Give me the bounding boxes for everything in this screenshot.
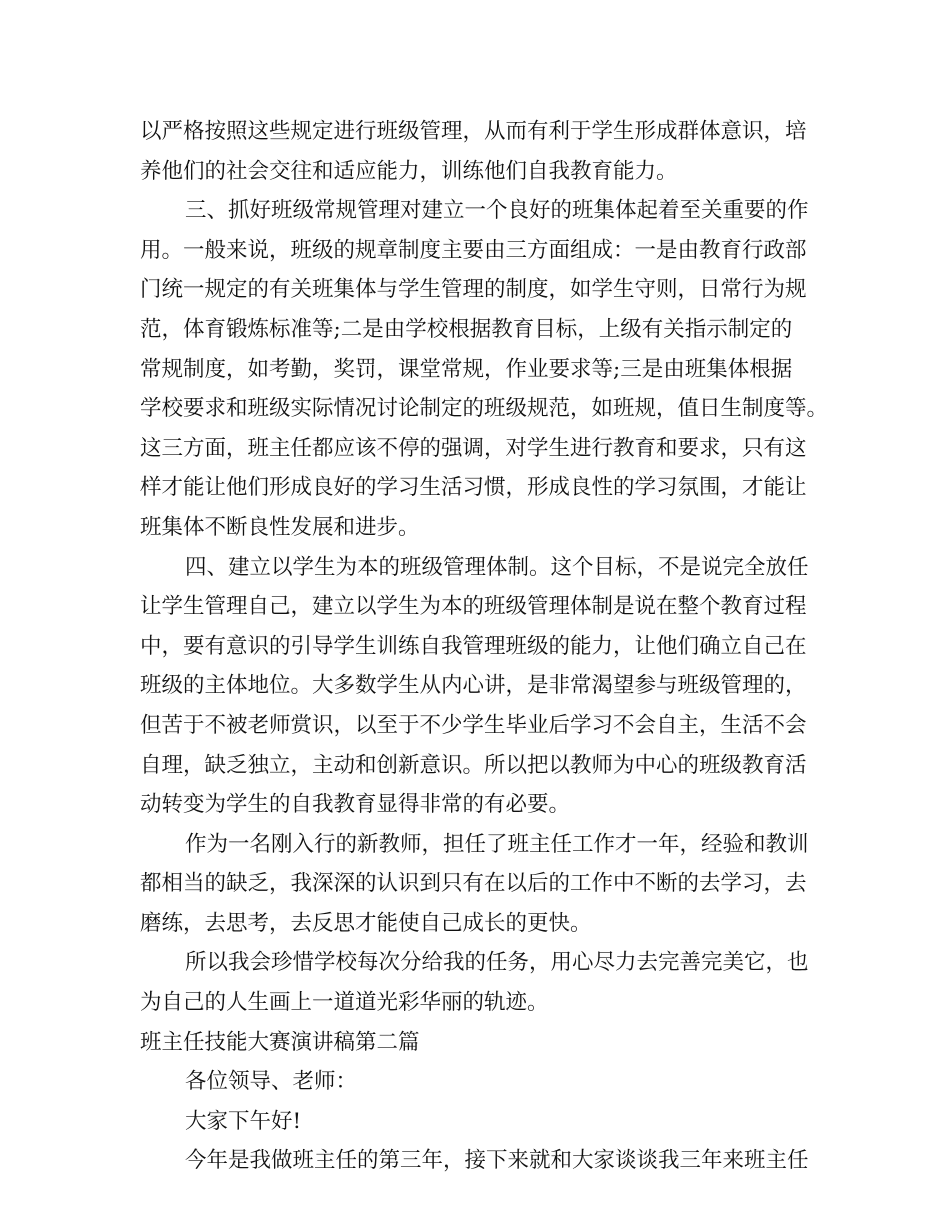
text-line: 让学生管理自己，建立以学生为本的班级管理体制是说在整个教育过程 xyxy=(140,594,807,620)
document-body xyxy=(140,112,829,1181)
section-heading: 班主任技能大赛演讲稿第二篇 xyxy=(140,1029,420,1055)
text-line: 四、建立以学生为本的班级管理体制。这个目标，不是说完全放任 xyxy=(185,554,809,580)
text-line: 作为一名刚入行的新教师，担任了班主任工作才一年，经验和教训 xyxy=(185,831,809,857)
text-line: 为自己的人生画上一道道光彩华丽的轨迹。 xyxy=(140,990,549,1016)
text-line: 班集体不断良性发展和进步。 xyxy=(140,514,420,540)
text-line: 中，要有意识的引导学生训练自我管理班级的能力，让他们确立自己在 xyxy=(140,633,807,659)
text-line: 班级的主体地位。大多数学生从内心讲，是非常渴望参与班级管理的， xyxy=(140,673,807,699)
text-line: 范，体育锻炼标准等;二是由学校根据教育目标，上级有关指示制定的 xyxy=(140,316,793,342)
text-line: 学校要求和班级实际情况讨论制定的班级规范，如班规，值日生制度等。 xyxy=(140,396,829,422)
text-line: 自理，缺乏独立，主动和创新意识。所以把以教师为中心的班级教育活 xyxy=(140,752,807,778)
greeting: 大家下午好! xyxy=(185,1108,302,1134)
text-line: 磨练，去思考，去反思才能使自己成长的更快。 xyxy=(140,910,592,936)
text-line: 都相当的缺乏，我深深的认识到只有在以后的工作中不断的去学习，去 xyxy=(140,871,807,897)
text-line: 这三方面，班主任都应该不停的强调，对学生进行教育和要求，只有这 xyxy=(140,435,807,461)
text-line: 动转变为学生的自我教育显得非常的有必要。 xyxy=(140,792,571,818)
text-line: 但苦于不被老师赏识，以至于不少学生毕业后学习不会自主，生活不会 xyxy=(140,712,807,738)
text-line: 常规制度，如考勤，奖罚，课堂常规，作业要求等;三是由班集体根据 xyxy=(140,356,793,382)
text-line: 样才能让他们形成良好的学习生活习惯，形成良性的学习氛围，才能让 xyxy=(140,475,807,501)
text-line: 门统一规定的有关班集体与学生管理的制度，如学生守则，日常行为规 xyxy=(140,277,807,303)
salutation: 各位领导、老师： xyxy=(185,1069,358,1095)
text-line: 用。一般来说，班级的规章制度主要由三方面组成：一是由教育行政部 xyxy=(140,237,807,263)
text-line: 今年是我做班主任的第三年，接下来就和大家谈谈我三年来班主任 xyxy=(185,1148,809,1174)
text-line: 三、抓好班级常规管理对建立一个良好的班集体起着至关重要的作 xyxy=(185,198,809,224)
text-line: 养他们的社会交往和适应能力，训练他们自我教育能力。 xyxy=(140,158,678,184)
text-line: 以严格按照这些规定进行班级管理，从而有利于学生形成群体意识，培 xyxy=(140,119,807,144)
text-line: 所以我会珍惜学校每次分给我的任务，用心尽力去完善完美它，也 xyxy=(185,950,809,976)
